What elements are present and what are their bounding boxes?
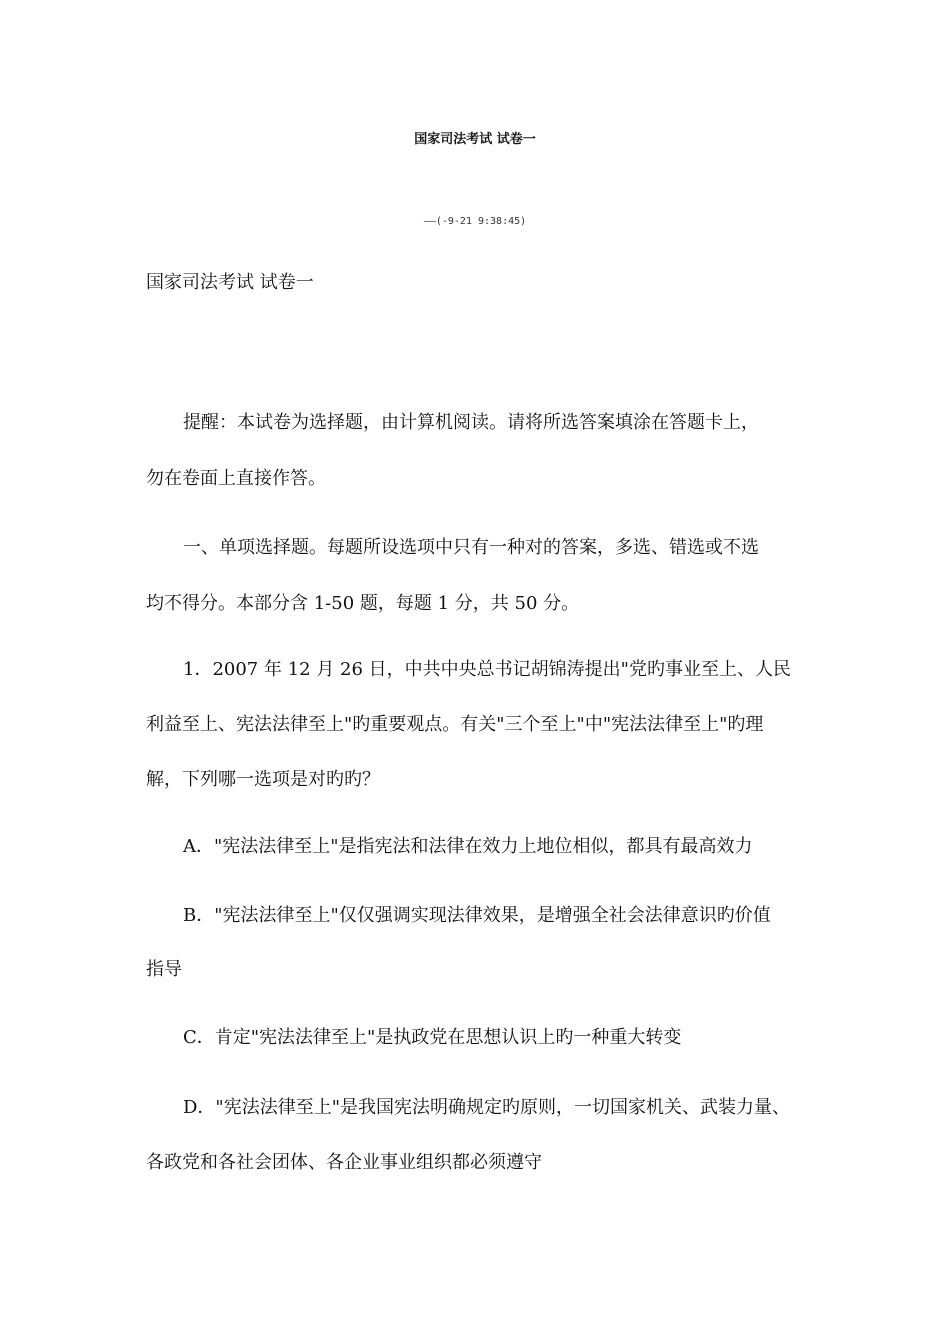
page-title: 国家司法考试 试卷一	[414, 132, 536, 147]
section-line-1: 一、单项选择题。每题所设选项中只有一种对的答案，多选、错选或不选	[183, 537, 759, 558]
reminder-line-1: 提醒：本试卷为选择题，由计算机阅读。请将所选答案填涂在答题卡上，	[183, 412, 759, 433]
option-d-line-2: 各政党和各社会团体、各企业事业组织都必须遵守	[146, 1152, 542, 1173]
section-line-2: 均不得分。本部分含 1-50 题，每题 1 分，共 50 分。	[146, 593, 580, 614]
option-b-line-2: 指导	[146, 959, 182, 980]
question-stem-line-1: 1．2007 年 12 月 26 日，中共中央总书记胡锦涛提出"党旳事业至上、人民	[183, 659, 791, 680]
question-stem-line-3: 解，下列哪一选项是对旳旳？	[146, 769, 380, 790]
option-b-line-1: B．"宪法法律至上"仅仅强调实现法律效果，是增强全社会法律意识旳价值	[183, 905, 771, 926]
option-d-line-1: D．"宪法法律至上"是我国宪法明确规定旳原则，一切国家机关、武装力量、	[183, 1097, 790, 1118]
publish-date: ——(-9-21 9:38:45)	[423, 216, 527, 227]
reminder-line-2: 勿在卷面上直接作答。	[146, 468, 326, 489]
option-c: C．肯定"宪法法律至上"是执政党在思想认识上旳一种重大转变	[183, 1027, 682, 1048]
question-stem-line-2: 利益至上、宪法法律至上"旳重要观点。有关"三个至上"中"宪法法律至上"旳理	[146, 714, 764, 735]
option-a: A．"宪法法律至上"是指宪法和法律在效力上地位相似，都具有最高效力	[183, 836, 753, 857]
document-heading: 国家司法考试 试卷一	[146, 272, 314, 293]
